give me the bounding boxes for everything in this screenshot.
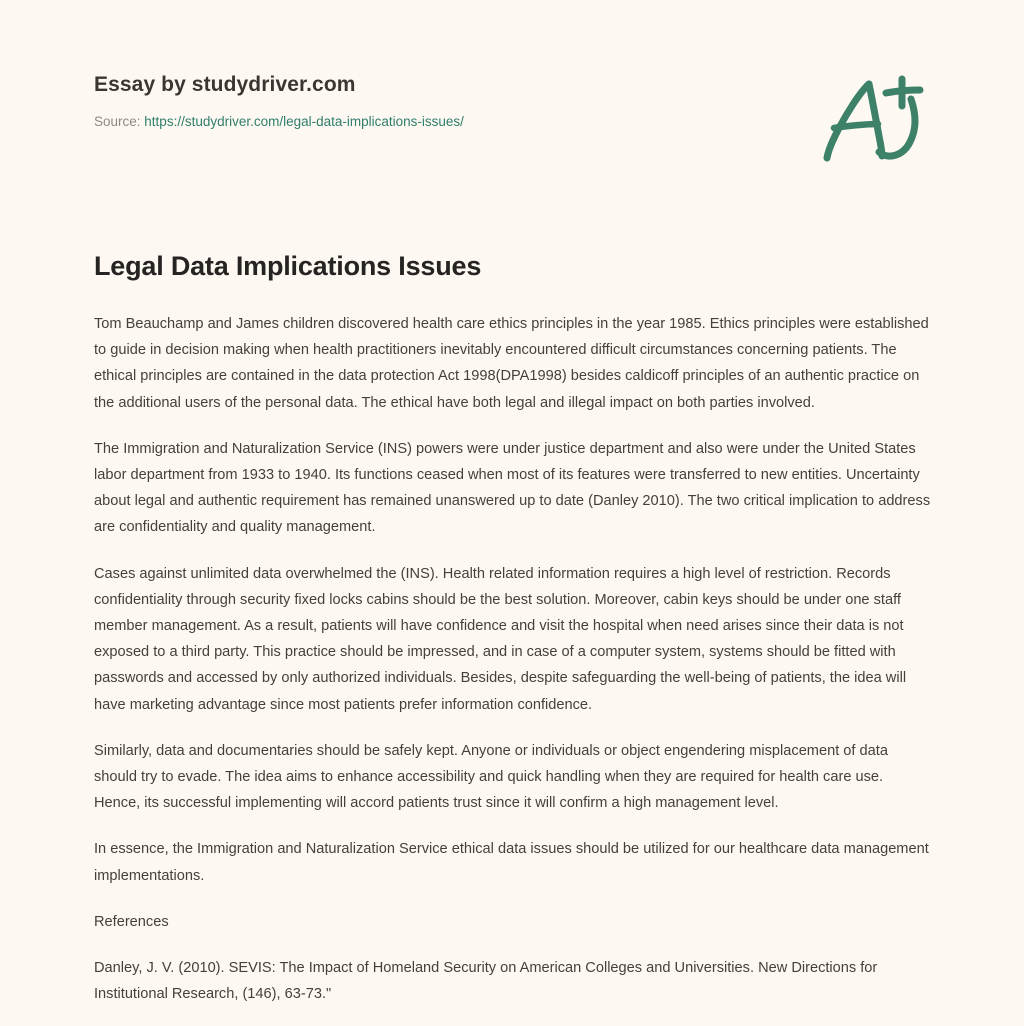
page-title: Legal Data Implications Issues	[94, 251, 482, 281]
paragraph: The Immigration and Naturalization Service (INS) powers were under justice department and also were under the United States labor department from 1933 to 1940. Its functions ceased when most of its features were transferred to new entities. Uncertainty about legal and authentic requirement has remained unanswered up to date (Danley 2010). The two critical implication to address are confidentiality and quality management.	[94, 440, 931, 536]
paragraph: Tom Beauchamp and James children discovered health care ethics principles in the year 1985. Ethics principles were established to guide in decision making when health practitioners inevitably encountered difficult circumstances concerning patients. The ethical principles are contained in the data protection Act 1998(DPA1998) besides caldicoff principles of an authentic practice on the additional users of the personal data. The ethical have both legal and illegal impact on both parties involved.	[94, 316, 929, 411]
essay-body	[94, 311, 932, 1007]
references-heading: References	[94, 913, 169, 930]
a-plus-logo-icon	[816, 66, 936, 166]
reference-entry: Danley, J. V. (2010). SEVIS: The Impact of Homeland Security on American Colleges and Universities. New Directions for Institutional Research, (146), 63-73."	[94, 960, 878, 1003]
source-label: Source:	[94, 114, 141, 130]
source-url-link[interactable]: https://studydriver.com/legal-data-implications-issues/	[144, 114, 464, 130]
paragraph: In essence, the Immigration and Naturalization Service ethical data issues should be utilized for our healthcare data management implementations.	[94, 841, 929, 884]
paragraph: Similarly, data and documentaries should be safely kept. Anyone or individuals or object engendering misplacement of data should try to evade. The idea aims to enhance accessibility and quick handling when they are required for health care use. Hence, its successful implementing will accord patients trust since it will confirm a high management level.	[94, 742, 888, 812]
paragraph: Cases against unlimited data overwhelmed the (INS). Health related information requires a high level of restriction. Records confidentiality through security fixed locks cabins should be the best solution. Moreover, cabin keys should be under one staff member management. As a result, patients will have confidence and visit the hospital when need arises since their data is not exposed to a third party. This practice should be impressed, and in case of a computer system, systems should be fitted with passwords and accessed by only authorized individuals. Besides, despite safeguarding the well-being of patients, the idea will have marketing advantage since most patients prefer information confidence.	[94, 565, 907, 713]
page-header	[0, 0, 1024, 130]
essay-by-heading: Essay by studydriver.com	[94, 73, 356, 96]
a-plus-logo	[816, 66, 936, 166]
